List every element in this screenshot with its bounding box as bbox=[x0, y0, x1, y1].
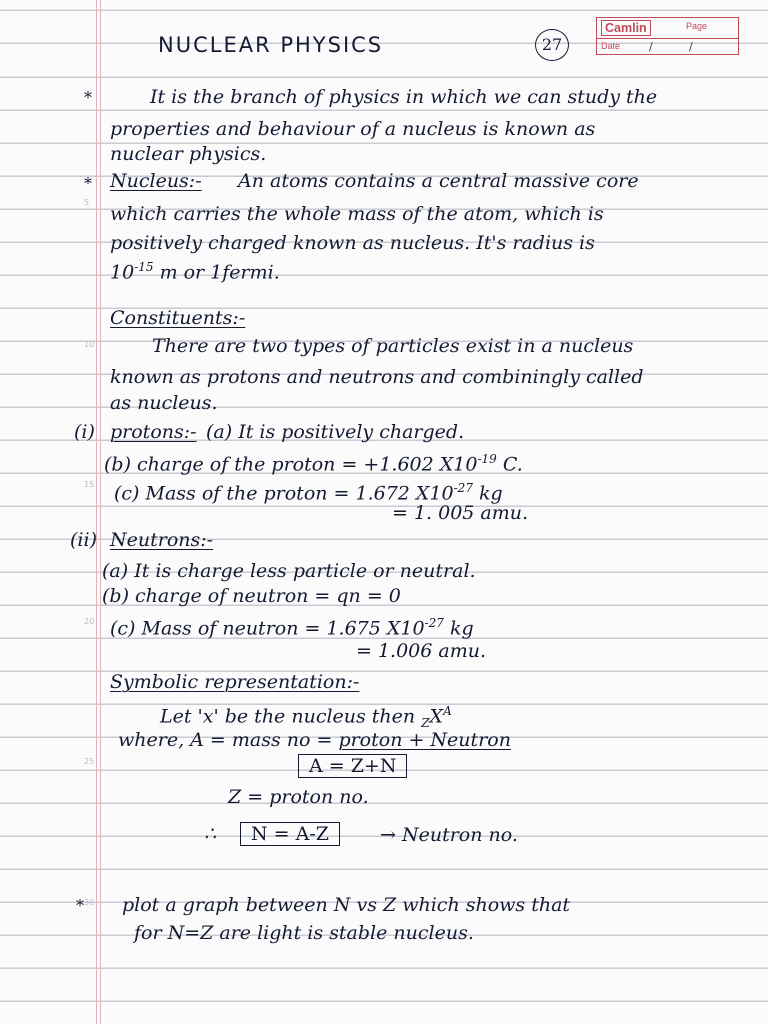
neutrons-mass-exponent: -27 bbox=[424, 616, 444, 630]
protons-mass-unit: kg bbox=[479, 482, 503, 505]
star-bullet: * bbox=[84, 88, 92, 107]
margin-line bbox=[96, 0, 97, 1024]
neutrons-mass-unit: kg bbox=[449, 617, 474, 640]
intro-line: nuclear physics. bbox=[110, 143, 267, 165]
neutrons-point: (a) It is charge less particle or neutral. bbox=[102, 560, 476, 582]
constituents-line: as nucleus. bbox=[110, 392, 218, 414]
mass-number-text: where, A = mass no = bbox=[118, 729, 333, 751]
rule-number: 25 bbox=[84, 757, 95, 766]
rule-number: 30 bbox=[84, 898, 95, 907]
page-title: NUCLEAR PHYSICS bbox=[158, 33, 384, 57]
neutrons-mass bbox=[110, 612, 474, 639]
protons-charge-text: (b) charge of the proton = +1.602 X10 bbox=[104, 453, 478, 476]
mass-number-superscript: A bbox=[443, 704, 452, 718]
protons-number: (i) bbox=[74, 421, 95, 443]
atomic-number-subscript: Z bbox=[421, 716, 430, 731]
symbolic-text: Let 'x' be the nucleus then bbox=[160, 705, 416, 728]
intro-line: properties and behaviour of a nucleus is known as bbox=[110, 118, 596, 140]
neutron-number-formula: N = A-Z bbox=[240, 822, 340, 846]
page-label: Page bbox=[686, 21, 708, 31]
protons-mass bbox=[114, 477, 503, 504]
element-symbol: X bbox=[429, 705, 444, 728]
symbolic-heading: Symbolic representation:- bbox=[110, 671, 360, 693]
notebook-header-box bbox=[596, 17, 739, 55]
intro-line: It is the branch of physics in which we can study the bbox=[150, 86, 658, 108]
atomic-number-line: Z = proton no. bbox=[228, 786, 369, 808]
constituents-line: There are two types of particles exist in a nucleus bbox=[152, 335, 634, 357]
protons-charge bbox=[104, 448, 523, 475]
neutrons-mass-text: (c) Mass of neutron = 1.675 X10 bbox=[110, 617, 425, 640]
brand-logo: Camlin bbox=[601, 20, 651, 36]
rule-number: 5 bbox=[84, 198, 90, 207]
rule-number: 15 bbox=[84, 480, 95, 489]
constituents-line: known as protons and neutrons and combiningly called bbox=[110, 366, 644, 388]
margin-line-inner bbox=[100, 0, 101, 1024]
radius-rest: m or 1fermi. bbox=[159, 261, 280, 284]
nucleus-line: which carries the whole mass of the atom, which is bbox=[110, 203, 604, 225]
neutrons-label: Neutrons:- bbox=[110, 529, 214, 551]
nucleus-line: positively charged known as nucleus. It's radius is bbox=[110, 232, 595, 254]
graph-note-line: plot a graph between N vs Z which shows that bbox=[122, 894, 571, 916]
mass-number-line bbox=[118, 729, 511, 751]
constituents-heading: Constituents:- bbox=[110, 307, 246, 329]
nucleus-radius-line bbox=[110, 256, 280, 283]
neutron-number-label: → Neutron no. bbox=[380, 824, 518, 846]
neutrons-number: (ii) bbox=[70, 529, 97, 551]
protons-mass-exponent: -27 bbox=[453, 481, 473, 495]
mass-number-formula: A = Z+N bbox=[298, 754, 407, 778]
star-bullet: * bbox=[76, 896, 84, 915]
mass-number-definition: proton + Neutron bbox=[338, 729, 511, 751]
protons-label: protons:- bbox=[110, 421, 197, 443]
graph-note-line: for N=Z are light is stable nucleus. bbox=[134, 922, 474, 944]
nucleus-label: Nucleus:- bbox=[110, 170, 202, 192]
protons-point: (a) It is positively charged. bbox=[206, 421, 465, 443]
radius-base: 10 bbox=[110, 261, 135, 284]
star-bullet: * bbox=[84, 174, 92, 193]
protons-mass-text: (c) Mass of the proton = 1.672 X10 bbox=[114, 482, 454, 505]
page-number: 27 bbox=[535, 29, 569, 61]
neutrons-charge: (b) charge of neutron = qn = 0 bbox=[102, 585, 401, 607]
protons-charge-exponent: -19 bbox=[477, 452, 497, 466]
protons-mass-amu: = 1. 005 amu. bbox=[392, 502, 529, 524]
protons-charge-unit: C. bbox=[502, 453, 523, 476]
header-divider bbox=[597, 38, 738, 39]
date-label: Date bbox=[601, 41, 621, 51]
rule-number: 10 bbox=[84, 340, 95, 349]
nucleus-line: An atoms contains a central massive core bbox=[238, 170, 639, 192]
rule-number: 20 bbox=[84, 617, 95, 626]
therefore-symbol: ∴ bbox=[204, 823, 217, 845]
radius-exponent: -15 bbox=[134, 260, 154, 274]
neutrons-mass-amu: = 1.006 amu. bbox=[356, 640, 487, 662]
date-separator: / bbox=[689, 40, 693, 53]
date-separator: / bbox=[649, 40, 653, 53]
